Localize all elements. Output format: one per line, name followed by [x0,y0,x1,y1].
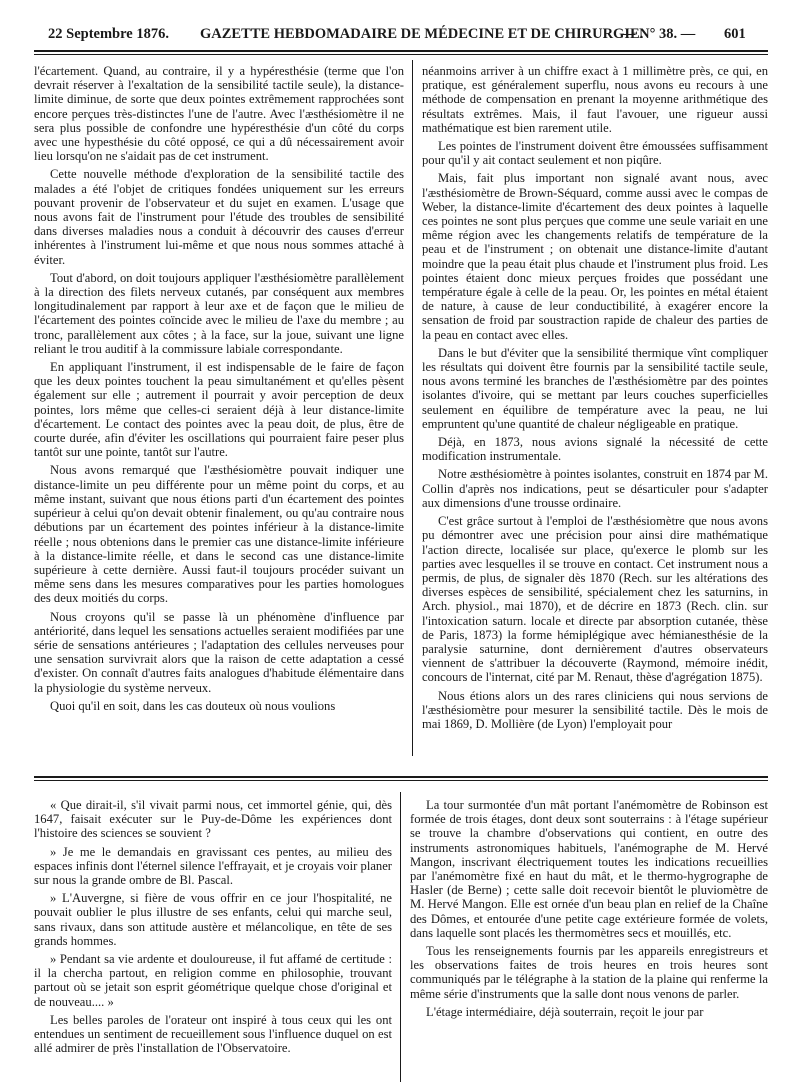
paragraph: l'écartement. Quand, au contraire, il y a hypéresthésie (terme que l'on devrait réserver à l'exaltation de la sensibilité tactile seule), la distance-limite diminue, de sorte que deux pointes extrêmement rapprochées sont encore perçues très-distinctes l'une de l'autre. Avec l'æsthésiomètre il ne sera plus possible de confondre une hypéresthésie d'un côté du corps avec une hypesthésie du côté opposé, ce qui a dû nécessairement avoir lieu lorsqu'on ne s'aidait pas de cet instrument. [34,64,404,164]
paragraph: Mais, fait plus important non signalé avant nous, avec l'æsthésiomètre de Brown-Séquard, comme aussi avec le compas de Weber, la distance-limite d'écartement des deux pointes à laquelle ces pointes ne sont plus perçues que comme une seule variait en une même région avec les changements relatifs de température de la peau et de l'instrument ; on obtenait une distance-limite d'autant moindre que la peau était plus chaude et l'instrument plus froid. Les pointes étaient donc mieux perçues froides que possédant une température égale à celle de la peau. Or, les pointes en métal étaient de nature, à cause de leur conductibilité, à exagérer encore la sensation de froid par soustraction rapide de chaleur des parties de la peau en contact avec elles. [422,171,768,342]
feuilleton-column-2 [410,798,768,1083]
feuilleton-column-1 [34,798,392,1083]
paragraph: Nous avons remarqué que l'æsthésiomètre pouvait indiquer une distance-limite un peu différente pour un même point du corps, et au même instant, suivant que nous étions parti d'un écartement des pointes supérieur à celui qu'on devait obtenir finalement, ou qu'au contraire nous débutions par un écartement des pointes inférieur à la distance-limite réelle ; nous obtenions dans le premier cas une distance-limite inférieure à la distance-limite réelle, et dans le second cas une distance-limite supérieure à cette dernière. Aussi faut-il toujours procéder suivant un même sens dans les mesures comparatives pour les parties homologues des deux moitiés du corps. [34,463,404,606]
paragraph: Déjà, en 1873, nous avions signalé la nécessité de cette modification instrumentale. [422,435,768,464]
paragraph: La tour surmontée d'un mât portant l'anémomètre de Robinson est formée de trois étages, dont deux sont souterrains : à l'étage supérieur se trouve la chambre d'observations qui contient, en outre des instruments astronomiques habituels, l'anémographe de M. Hervé Mangon, inscrivant électriquement toutes les indications recueillies par l'anémomètre fixé en haut du mât, et le thermo-hygrographe de Hasler (de Berne) ; cette salle doit recevoir bientôt le pluviomètre de M. Hervé Mangon. Elle est ornée d'un beau plan en relief de la Chaîne des Dômes, et entourée d'une petite cage extérieure formée de volets, dans laquelle sont placés les thermomètres secs et mouillés, etc. [410,798,768,940]
paragraph: Tous les renseignements fournis par les appareils enregistreurs et les observations faites de trois heures en trois heures sont communiqués par le télégraphe à la station de la plaine qui renferme la même série d'instruments que la salle dont nous venons de parler. [410,944,768,1001]
paragraph: Quoi qu'il en soit, dans les cas douteux où nous voulions [50,698,336,713]
paragraph: » Je me le demandais en gravissant ces pentes, au milieu des espaces infinis dont l'éternel silence l'effrayait, et je croyais voir planer sur nous la grande ombre de Bl. Pascal. [34,844,392,888]
header-rule-thin [34,54,768,55]
paragraph: » L'Auvergne, si fière de vous offrir en ce jour l'hospitalité, ne pouvait oublier le plus illustre de ses enfants, celui qui marche seul, sans rivaux, dans son attitude austère et mélancolique, en tête de ses grands hommes. [34,891,392,948]
section-divider [34,776,768,778]
article-column-2 [422,64,768,754]
paragraph: Les belles paroles de l'orateur ont inspiré à tous ceux qui les ont entendues un sentiment de recueillement sous l'influence duquel on est allé admirer de près l'installation de l'Observatoire. [34,1012,392,1056]
paragraph: C'est grâce surtout à l'emploi de l'æsthésiomètre que nous avons pu démontrer avec une précision pour ainsi dire mathématique l'action directe, localisée sur place, qu'exerce le plomb sur les parties avec lesquelles il se trouve en contact. Cet instrument nous a permis, de plus, de signaler dès 1870 (Rech. sur les altérations des diverses espèces de sensibilité, spécialement chez les saturnins, in Arch. physiol., mai 1870), et de décrire en 1873 (Rech. clin. sur l'intoxication saturn. locale et directe par absorption cutanée, thèse de Paris, 1873) la forme hémiplégique avec hémianesthésie de la paralysie saturnine, dont dernièrement d'autres observateurs viennent de s'attribuer la découverte (Raymond, mémoire inédit, concours de l'internat, cité par M. Renaut, thèse d'agrégation 1875). [422,514,768,685]
paragraph: « Que dirait-il, s'il vivait parmi nous, cet immortel génie, qui, dès 1647, faisait exécuter sur le Puy-de-Dôme les expériences dont l'histoire des sciences se souvient ? [34,798,392,841]
paragraph: Les pointes de l'instrument doivent être émoussées suffisamment pour qu'il y ait contact seulement et non piqûre. [422,139,768,168]
column-divider-top [412,60,413,756]
header-page-number: 601 [724,26,746,42]
paragraph: Nous étions alors un des rares cliniciens qui nous servions de l'æsthésiomètre pour mesurer la sensibilité tactile. Dès le mois de mai 1869, D. Mollière (de Lyon) l'employait pour [422,688,768,731]
paragraph: En appliquant l'instrument, il est indispensable de le faire de façon que les deux pointes touchent la peau simultanément et qu'elles pèsent également sur elle ; autrement il pourrait y avoir perception de deux pointes, lors même que celles-ci seraient déjà à leur distance-limite d'écartement. Le contact des pointes avec la peau doit, de plus, être de courte durée, afin d'éviter les oscillations qui pourraient faire peser plus tantôt sur une pointe, tantôt sur l'autre. [34,360,404,460]
paragraph: Notre æsthésiomètre à pointes isolantes, construit en 1874 par M. Collin d'après nos indications, peut se désarticuler pour s'adapter aux dimensions d'une trousse ordinaire. [422,467,768,510]
paragraph: Nous croyons qu'il se passe là un phénomène d'influence par antériorité, dans lequel les sensations actuelles seraient modifiées par une série de sensations antérieures ; l'adaptation des cellules nerveuses pour une sensation survivrait alors que la raison de cette adaptation a cessé d'exister. On connaît d'autres faits analogues d'habitude élémentaire dans la physiologie du système nerveux. [34,609,404,695]
paragraph: Dans le but d'éviter que la sensibilité thermique vînt compliquer les résultats qui doivent être fournis par la sensibilité tactile seule, nous avons terminé les branches de l'æsthésiomètre par des pointes isolantes d'ivoire, qui se mettant par leurs couches superficielles seulement en équilibre de température avec la peau, ne lui empruntent qu'une quantité de chaleur négligeable en pratique. [422,345,768,431]
paragraph: L'étage intermédiaire, déjà souterrain, reçoit le jour par [426,1004,704,1019]
header-date: 22 Septembre 1876. [48,26,169,42]
paragraph: néanmoins arriver à un chiffre exact à 1 millimètre près, ce qui, en pratique, est généralement superflu, nous avons eu recours à une méthode de compensation en prenant la moyenne arithmétique des résultats extrêmes. Mais, il faut l'avouer, une rigueur aussi mathématique est bien rarement utile. [422,64,768,135]
section-divider-thin [34,780,768,781]
page-header [48,26,754,48]
paragraph: Tout d'abord, on doit toujours appliquer l'æsthésiomètre parallèlement à la direction des filets nerveux cutanés, par conséquent aux membres longitudinalement par rapport à leur axe et de façon que le milieu de l'écartement des pointes coïncide avec le milieu de l'axe du membre ; au tronc, parallèlement aux côtes ; à la face, sur la joue, suivant une ligne reliant le trou auditif à la commissure labiale correspondante. [34,270,404,356]
paragraph: » Pendant sa vie ardente et douloureuse, il fut affamé de certitude : il la chercha partout, en religion comme en philosophie, trouvant partout où se jetait son esprit géométrique quelque chose d'original et de nouveau.... » [34,952,392,1009]
article-column-1 [34,64,404,754]
header-title: GAZETTE HEBDOMADAIRE DE MÉDECINE ET DE CHIRURGIE. [200,26,644,42]
header-issue: — N° 38. — [621,26,696,42]
header-rule [34,50,768,52]
paragraph: Cette nouvelle méthode d'exploration de la sensibilité tactile des malades a été l'objet de critiques fondées uniquement sur les erreurs pouvant provenir de l'observateur et du sujet en examen. L'usage que nous avons fait de l'instrument pour l'étude des troubles de sensibilité dans diverses maladies nous a conduit à découvrir des causes d'erreur inhérentes à l'instrument lui-même et que nous nous sommes attaché à éviter. [34,167,404,267]
column-divider-bottom [400,792,401,1082]
